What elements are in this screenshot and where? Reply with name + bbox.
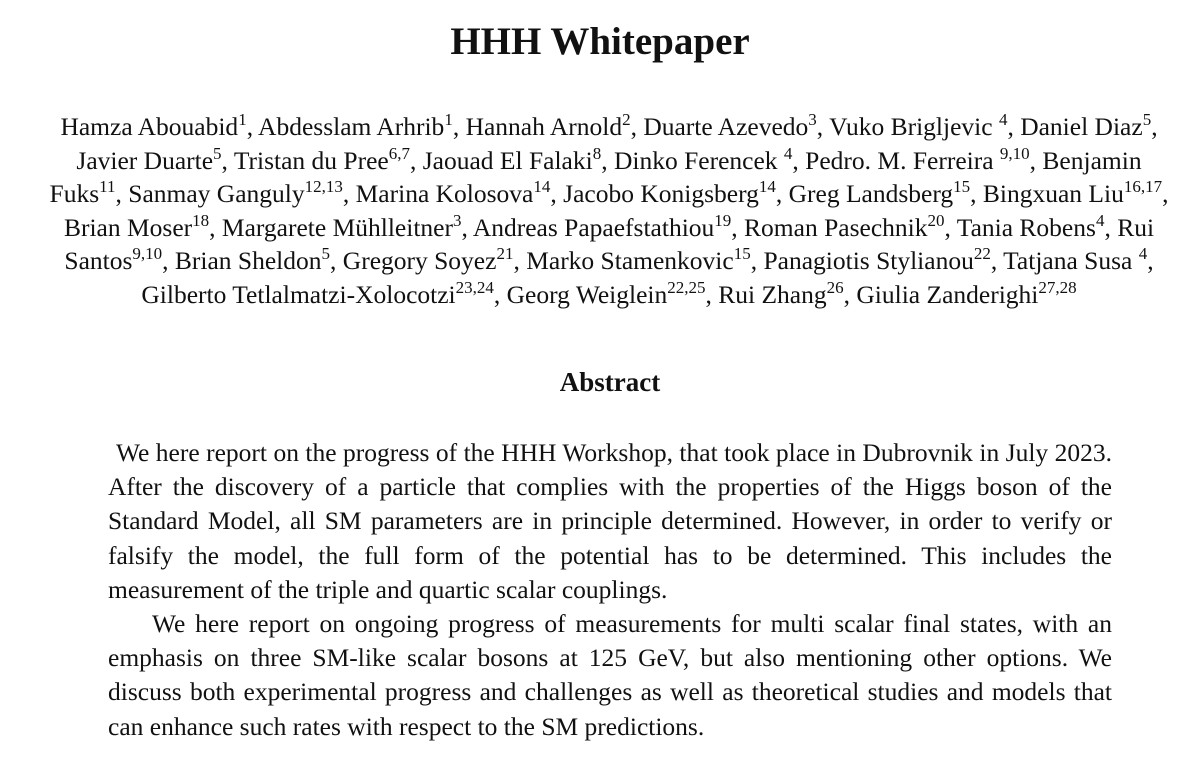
author-affiliation: 22,25: [667, 277, 706, 297]
author: [763, 246, 990, 275]
author-affiliation: 11: [99, 177, 116, 197]
author-name: Daniel Diaz: [1020, 112, 1143, 141]
author-affiliation: 4: [998, 110, 1008, 129]
author-name: Vuko Brigljevic: [829, 112, 999, 141]
author-affiliation: 15: [733, 244, 751, 264]
author-name: Rui Santos: [64, 212, 1155, 276]
author-name: Roman Pasechnik: [744, 212, 928, 242]
author-affiliation: 2: [622, 110, 631, 129]
author-affiliation: 6,7: [388, 143, 410, 163]
author: [563, 179, 776, 208]
author: [805, 143, 1030, 175]
author: [718, 277, 844, 309]
author-name: Pedro. M. Ferreira: [805, 145, 1000, 175]
author-affiliation: 8: [592, 143, 602, 163]
author-name: Brian Sheldon: [174, 246, 322, 276]
author-affiliation: 4: [783, 143, 793, 163]
abstract-body: [108, 436, 1112, 744]
author: [956, 210, 1105, 242]
author-name: Tatjana Susa: [1003, 246, 1139, 276]
abstract-heading: Abstract: [559, 367, 661, 397]
author-affiliation: 3: [808, 110, 817, 129]
author-name: Tania Robens: [956, 212, 1096, 242]
author-affiliation: 15: [953, 177, 971, 197]
author-name: Gilberto Tetlalmatzi-Xolocotzi: [141, 279, 456, 309]
author-affiliation: 18: [192, 210, 210, 230]
author: [258, 112, 453, 141]
author-affiliation: 27,28: [1038, 277, 1077, 297]
author: [526, 246, 751, 275]
abstract-paragraph: We here report on ongoing progress of measurements for multi scalar final states, with an emphasis on three SM-like scalar bosons at 125 GeV, but also mentioning other options. We discuss both experimental progress and challenges as well as theoretical studies and models that can enhance such rates with respect to the SM predictions.: [108, 609, 1112, 741]
author: [829, 112, 1007, 141]
author-affiliation: 26: [826, 277, 844, 297]
author-name: Greg Landsberg: [788, 179, 954, 209]
author: [422, 143, 602, 175]
author-name: Marko Stamenkovic: [526, 246, 734, 276]
author-affiliation: 19: [714, 210, 732, 230]
author-affiliation: 4: [1095, 210, 1105, 230]
author: [356, 179, 551, 208]
author: [1003, 246, 1147, 275]
author-affiliation: 4: [1138, 244, 1148, 264]
author-affiliation: 21: [496, 244, 514, 264]
author-name: Sanmay Ganguly: [128, 179, 305, 209]
author: [856, 277, 1077, 309]
author: [221, 210, 462, 242]
author-affiliation: 5: [321, 244, 331, 264]
author-affiliation: 16,17: [1123, 177, 1163, 197]
author-affiliation: 20: [927, 210, 945, 230]
author-name: Brian Moser: [63, 212, 193, 242]
author-affiliation: 1: [444, 110, 453, 129]
author: [1020, 112, 1151, 141]
author: [744, 210, 945, 242]
author-list: Hamza Abouabid$^1$, Abdesslam Arhrib$^1$, Hannah Arnold$^2$, Duarte Azevedo$^3$, Vuko Brigljevic $^4$, Daniel Diaz$^5$, Javier Duarte$^5$, Tristan du Pree$^{6,7}$, Jaouad El Falaki$^8$, Dinko Ferencek $^4$, Pedro. M. Ferreira $^{9,10}$, Benjamin Fuks$^{11}$, Sanmay Ganguly$^{12,13}$, Marina Kolosova$^{14}$, Jacobo Konigsberg$^{14}$, Greg Landsberg$^{15}$, Bingxuan Liu$^{16,17}$, Brian Moser$^{18}$, Margarete Mühlleitner$^3$, Andreas Papaefstathiou$^{19}$, Roman Pasechnik$^{20}$, Tania Robens$^4$, Rui Santos$^{9,10}$, Brian Sheldon$^5$, Gregory Soyez$^{21}$, Marko Stamenkovic$^{15}$, Panagiotis Stylianou$^{22}$, Tatjana Susa $^4$, Gilberto Tetlalmatzi-Xolocotzi$^{23,24}$, Georg Weiglein$^{22,25}$, Rui Zhang$^{26}$, Giulia Zanderighi$^{27,28}$: [49, 110, 1169, 309]
paper-title: HHH Whitepaper: [450, 20, 750, 63]
author: [233, 143, 410, 175]
author: [506, 277, 706, 309]
author-name: Abdesslam Arhrib: [258, 112, 445, 141]
author: [141, 277, 494, 309]
author-name: Hannah Arnold: [465, 112, 623, 141]
author: [466, 112, 631, 141]
author: [472, 210, 732, 242]
author-name: Gregory Soyez: [342, 246, 497, 276]
author-name: Duarte Azevedo: [643, 112, 809, 141]
author: [60, 112, 246, 141]
author-affiliation: 23,24: [455, 277, 494, 297]
author-affiliation: 3: [452, 210, 462, 230]
author-affiliation: 1: [238, 110, 247, 129]
author-affiliation: 12,13: [304, 177, 343, 197]
author-name: Panagiotis Stylianou: [763, 246, 974, 276]
author-affiliation: 14: [758, 177, 776, 197]
author-name: Andreas Papaefstathiou: [472, 212, 715, 242]
author: [643, 112, 816, 141]
author-name: Benjamin Fuks: [49, 145, 1142, 209]
author-name: Georg Weiglein: [506, 279, 668, 309]
author: [983, 179, 1162, 208]
author-affiliation: 5: [213, 143, 222, 163]
abstract-paragraph: We here report on the progress of the HHH Workshop, that took place in Dubrovnik in July 2023. After the discovery of a particle that complies with the properties of the Higgs boson of the Standard Model, all SM parameters are in principle determined. However, in order to verify or falsify the model, the full form of the potential has to be determined. This includes the measurement of the triple and quartic scalar couplings.: [108, 438, 1112, 604]
author-name: Hamza Abouabid: [60, 112, 239, 141]
author-name: Rui Zhang: [718, 279, 827, 309]
author-name: Jaouad El Falaki: [422, 145, 593, 175]
author-name: Margarete Mühlleitner: [221, 212, 453, 242]
author: [63, 210, 210, 242]
author-name: Dinko Ferencek: [613, 145, 784, 175]
author-name: Marina Kolosova: [355, 179, 534, 209]
author-name: Giulia Zanderighi: [856, 279, 1039, 309]
author: [175, 246, 330, 275]
author-name: Bingxuan Liu: [982, 179, 1124, 209]
author-affiliation: 14: [533, 177, 551, 197]
author-affiliation: 22: [973, 244, 991, 264]
author: [128, 179, 343, 208]
author-affiliation: 5: [1142, 110, 1152, 129]
author-name: Tristan du Pree: [233, 145, 389, 175]
author: [343, 246, 514, 275]
author-name: Jacobo Konigsberg: [563, 179, 759, 209]
author: [613, 143, 793, 175]
author-affiliation: 9,10: [132, 244, 163, 264]
author-affiliation: 9,10: [999, 143, 1030, 163]
author: [789, 179, 971, 208]
author: [76, 143, 222, 175]
author-name: Javier Duarte: [76, 145, 214, 175]
